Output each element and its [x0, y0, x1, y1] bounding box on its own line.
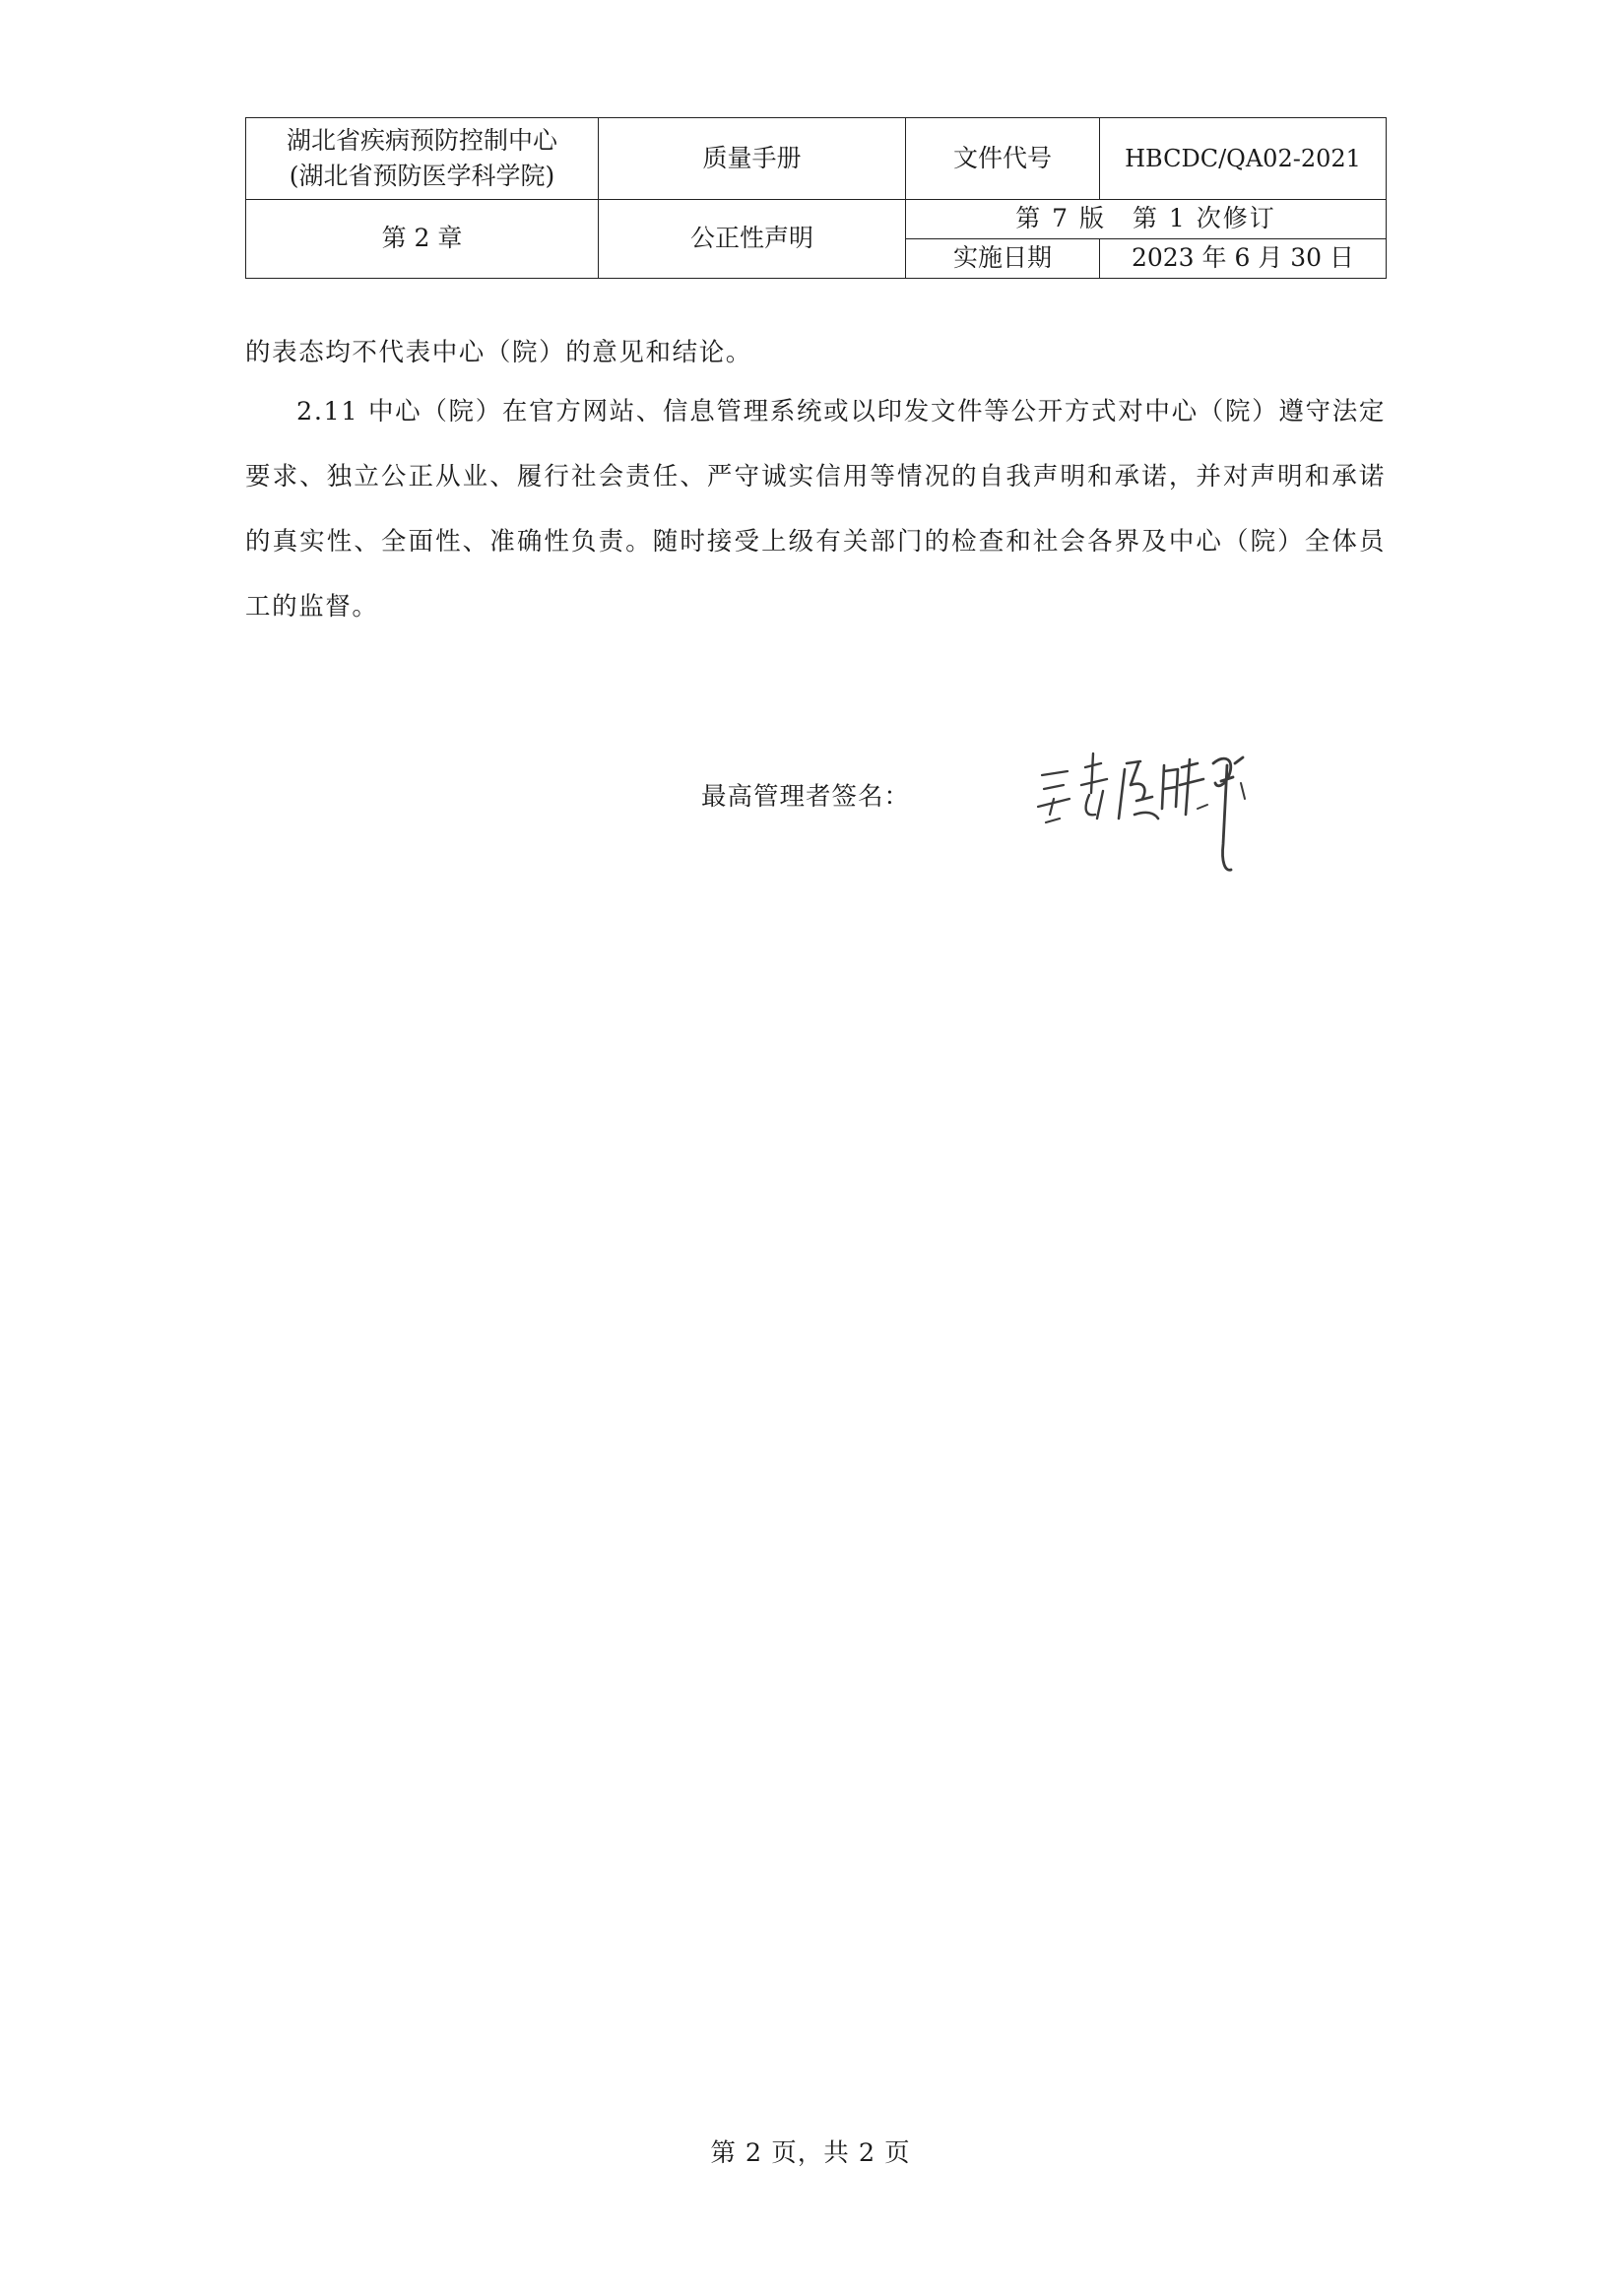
page-footer: 第 2 页，共 2 页: [710, 2138, 911, 2168]
effective-date-value: 2023 年 6 月 30 日: [1100, 239, 1387, 279]
document-code-label: 文件代号: [906, 118, 1100, 200]
document-type: 质量手册: [599, 118, 906, 200]
document-header-table: [245, 117, 1387, 279]
chapter-number: 第 2 章: [246, 200, 599, 279]
organization-cell: [246, 118, 599, 200]
organization-name: 湖北省疾病预防控制中心: [286, 125, 557, 155]
handwritten-signature: [1024, 724, 1270, 911]
section-title: 公正性声明: [599, 200, 906, 279]
body-paragraph: 2.11 中心（院）在官方网站、信息管理系统或以印发文件等公开方式对中心（院）遵守法定要求、独立公正从业、履行社会责任、严守诚实信用等情况的自我声明和承诺，并对声明和承诺的真实性、全面性、准确性负责。随时接受上级有关部门的检查和社会各界及中心（院）全体员工的监督。: [245, 397, 1386, 622]
version-info: 第 7 版 第 1 次修订: [906, 200, 1387, 239]
organization-alt-name: (湖北省预防医学科学院): [289, 162, 555, 190]
body-paragraph: 的表态均不代表中心（院）的意见和结论。: [245, 338, 752, 367]
document-code-value: HBCDC/QA02-2021: [1100, 118, 1387, 200]
signature-label: 最高管理者签名：: [701, 782, 911, 812]
effective-date-label: 实施日期: [906, 239, 1100, 279]
